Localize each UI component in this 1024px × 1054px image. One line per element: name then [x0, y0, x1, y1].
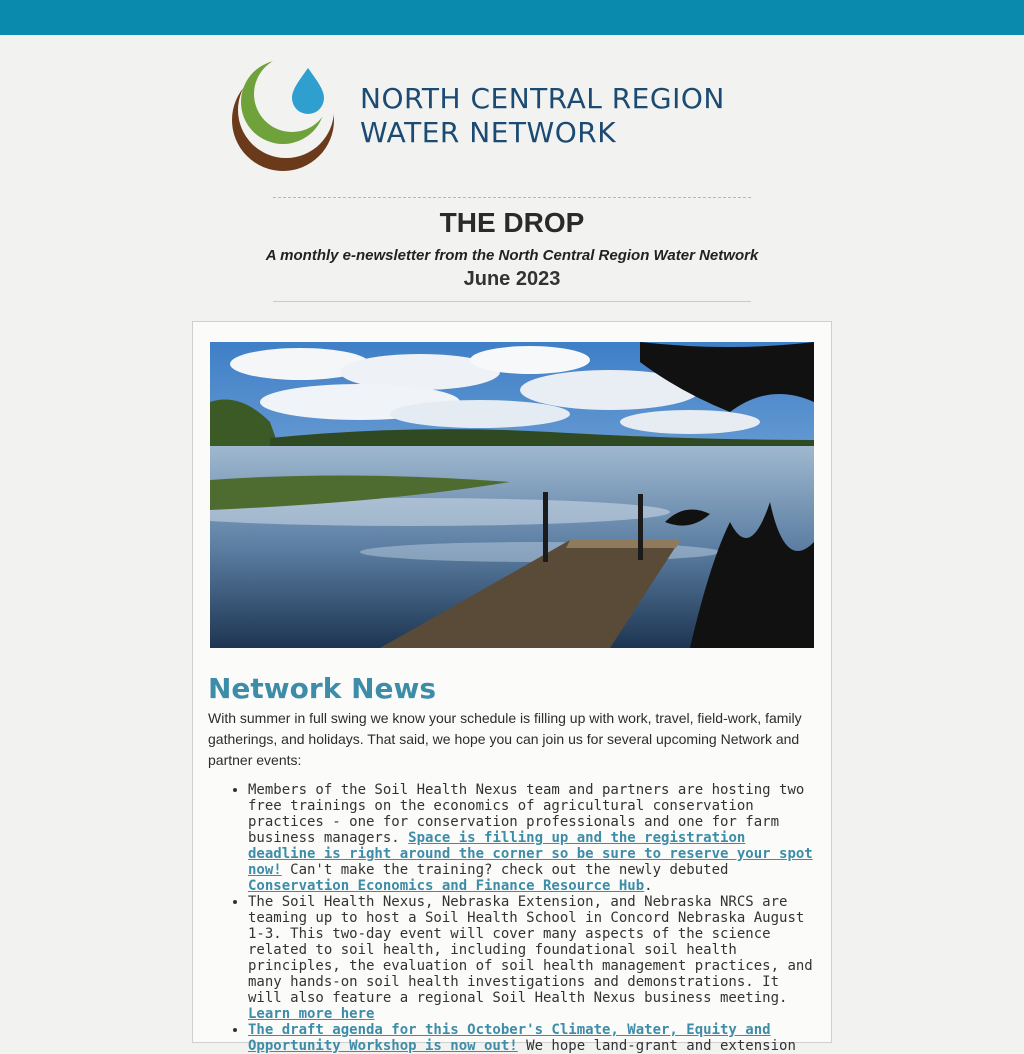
- issue-date: June 2023: [463, 268, 561, 290]
- newsletter-title: THE DROP: [439, 207, 585, 238]
- list-item-text: The Soil Health Nexus, Nebraska Extension, and Nebraska NRCS are teaming up to host a Soil Health School in Concord Nebraska August 1-3. This two-day event will cover many aspects of the science related to soil health, including foundational soil health principles, the evaluation of soil health management practices, and many hands-on soil health investigations and demonstrations. It will also feature a regional Soil Health Nexus business meeting.: [248, 894, 813, 1006]
- content-card: [192, 321, 832, 1054]
- logo-text: [360, 82, 725, 150]
- section-heading: Network News: [208, 672, 437, 705]
- list-item-text: Members of the Soil Health Nexus team and partners are hosting two free trainings on the economics of agricultural conservation practices - one for conservation professionals and one for farm business managers.: [248, 782, 805, 846]
- registration-link[interactable]: Space is filling up and the registration deadline is right around the corner so be sure to reserve your spot now!: [248, 830, 813, 878]
- solid-divider: [273, 301, 751, 302]
- top-bar: [0, 0, 1024, 35]
- list-item: [248, 782, 816, 894]
- events-list: [248, 782, 816, 1054]
- resource-hub-link[interactable]: Conservation Economics and Finance Resource Hub: [248, 878, 645, 894]
- intro-paragraph: With summer in full swing we know your schedule is filling up with work, travel, field-work, family gatherings, and holidays. That said, we hope you can join us for several upcoming Network and partner events:: [208, 710, 802, 768]
- logo-line-2: WATER NETWORK: [360, 116, 617, 149]
- lake-dock-photo: [210, 342, 814, 648]
- list-item-text: .: [644, 878, 653, 894]
- dashed-divider: [273, 197, 751, 198]
- list-item: [248, 894, 816, 1022]
- list-item: [248, 1022, 816, 1054]
- workshop-agenda-link[interactable]: The draft agenda for this October's Climate, Water, Equity and Opportunity Workshop is now out!: [248, 1022, 771, 1054]
- learn-more-link[interactable]: Learn more here: [248, 1006, 375, 1022]
- list-item-text: Can't make the training? check out the newly debuted: [281, 862, 729, 878]
- network-logo[interactable]: [228, 60, 808, 175]
- logo-line-1: NORTH CENTRAL REGION: [360, 82, 725, 115]
- newsletter-tagline: A monthly e-newsletter from the North Central Region Water Network: [265, 247, 759, 264]
- list-item-text: We hope land-grant and extension: [517, 1038, 796, 1054]
- logo-mark-icon: [228, 60, 338, 175]
